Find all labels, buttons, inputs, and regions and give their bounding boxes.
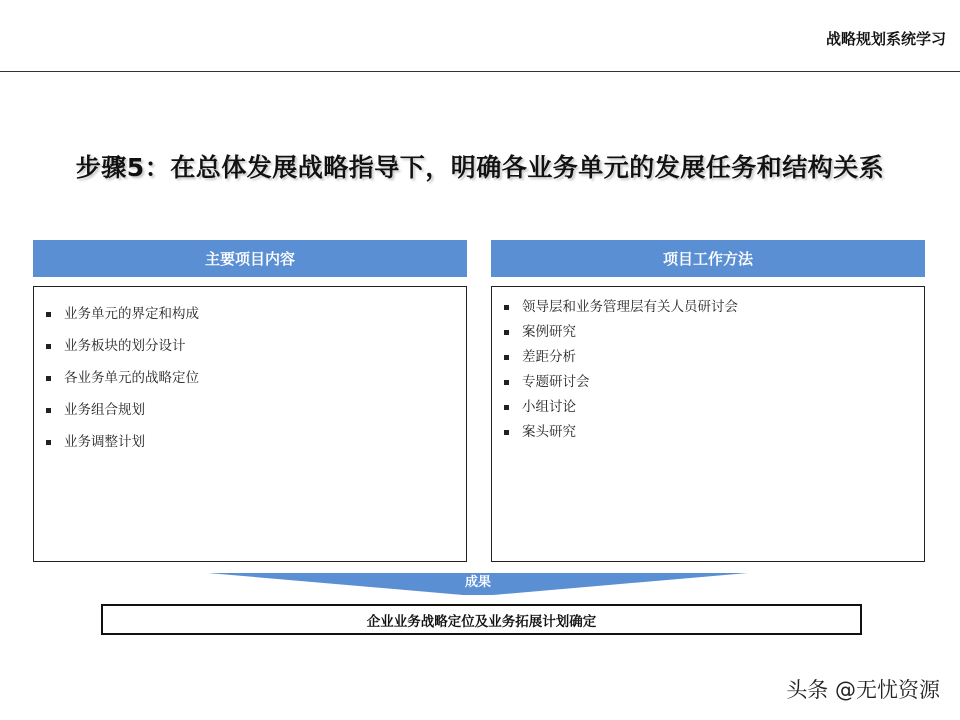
right-panel-heading: 项目工作方法 (491, 240, 925, 277)
right-panel-list (492, 287, 924, 447)
list-item: 业务调整计划 (34, 432, 466, 464)
result-box: 企业业务战略定位及业务拓展计划确定 (101, 604, 862, 635)
list-item: 专题研讨会 (492, 372, 924, 397)
right-panel-content (491, 286, 925, 562)
list-item: 差距分析 (492, 347, 924, 372)
left-panel-content (33, 286, 467, 562)
list-item: 案例研究 (492, 322, 924, 347)
left-panel-heading: 主要项目内容 (33, 240, 467, 277)
list-item: 业务组合规划 (34, 400, 466, 432)
header-divider (0, 71, 960, 72)
list-item: 业务单元的界定和构成 (34, 304, 466, 336)
watermark: 头条 @无忧资源 (786, 678, 940, 702)
list-item: 案头研究 (492, 422, 924, 447)
list-item: 领导层和业务管理层有关人员研讨会 (492, 297, 924, 322)
list-item: 各业务单元的战略定位 (34, 368, 466, 400)
page-title: 步骤5：在总体发展战略指导下，明确各业务单元的发展任务和结构关系 (75, 153, 885, 182)
left-panel-list (34, 287, 466, 464)
list-item: 业务板块的划分设计 (34, 336, 466, 368)
header-title: 战略规划系统学习 (825, 30, 946, 48)
list-item: 小组讨论 (492, 397, 924, 422)
result-label: 成果 (464, 575, 491, 590)
